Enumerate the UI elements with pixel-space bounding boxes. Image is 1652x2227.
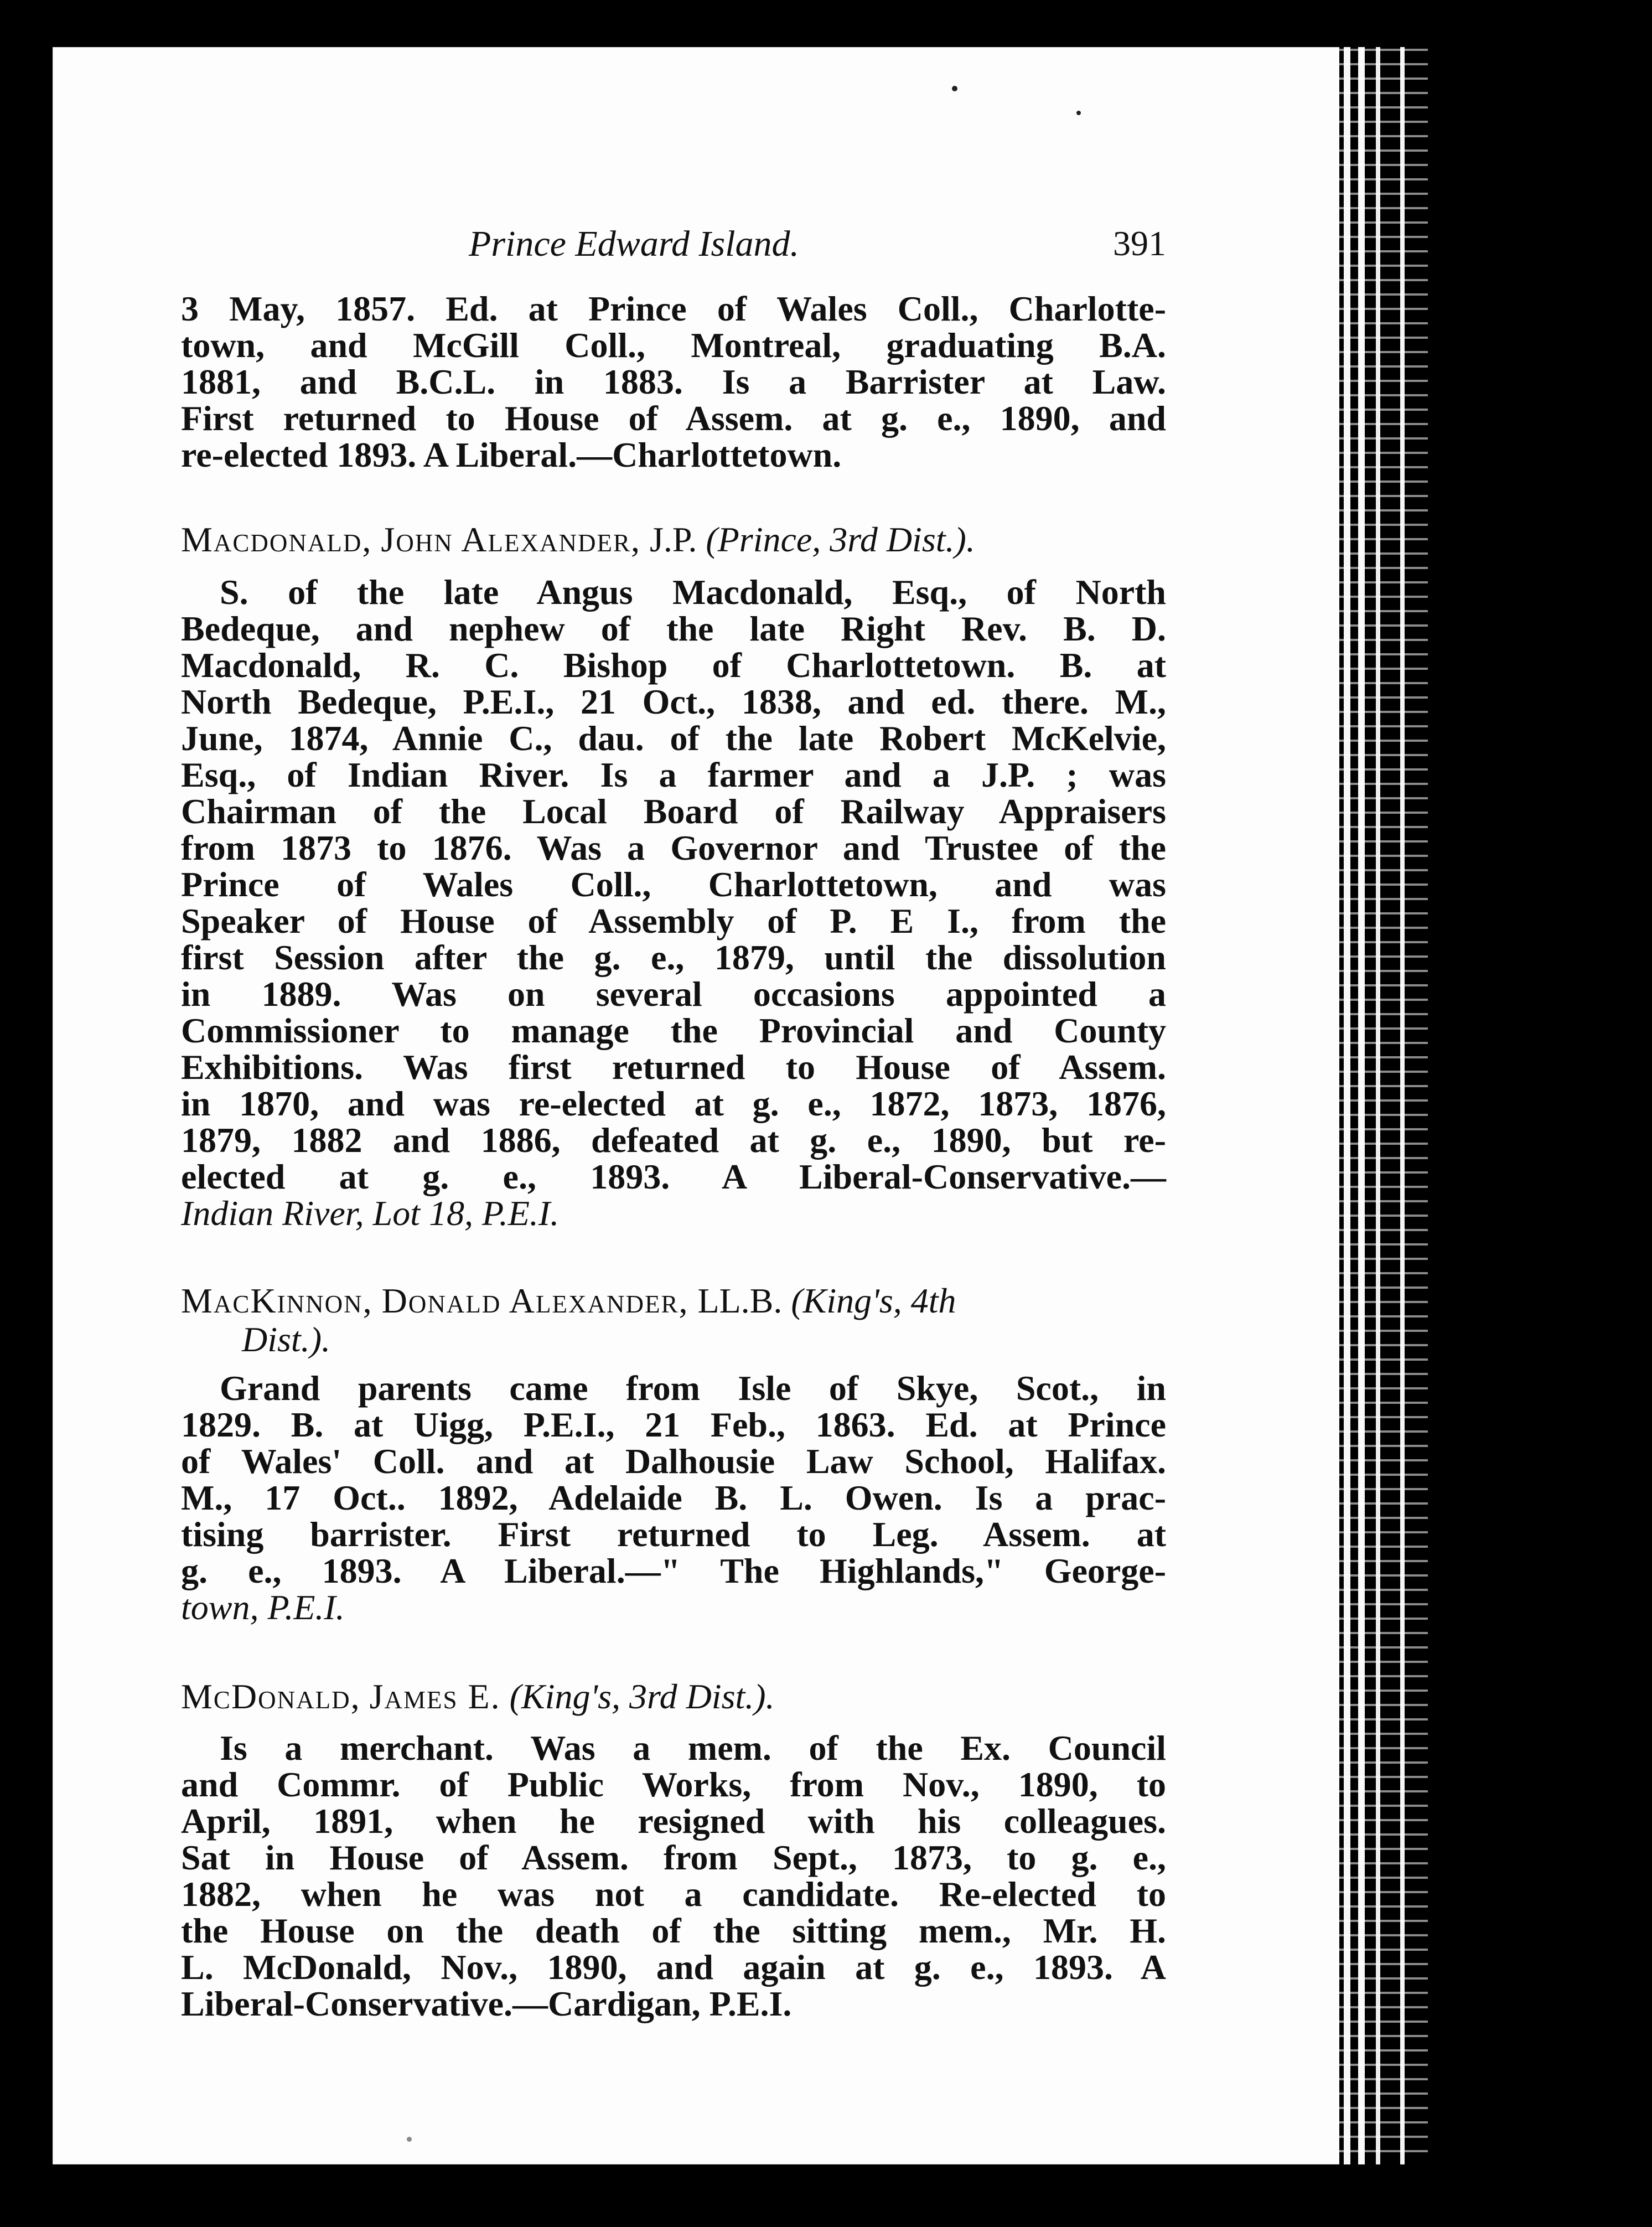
text-line: Bedeque, and nephew of the late Right Rev. B. D.: [181, 609, 1166, 648]
entry-district: (Prince, 3rd Dist.).: [706, 520, 975, 559]
entry-suffix: J.P.: [649, 520, 697, 559]
scan-speck: [952, 86, 957, 91]
text-line: L. McDonald, Nov., 1890, and again at g. e., 1893. A: [181, 1947, 1166, 1987]
page-gutter-edge: [1339, 47, 1539, 2164]
text-line: S. of the late Angus Macdonald, Esq., of North: [220, 572, 1166, 612]
entry-paragraph: [181, 1730, 1166, 2022]
text-line: Speaker of House of Assembly of P. E I., from the: [181, 901, 1166, 941]
text-line: from 1873 to 1876. Was a Governor and Trustee of the: [181, 828, 1166, 867]
text-line: June, 1874, Annie C., dau. of the late Robert McKelvie,: [181, 719, 1166, 758]
text-line: Sat in House of Assem. from Sept., 1873, to g. e.,: [181, 1838, 1166, 1877]
entry-suffix: LL.B.: [697, 1281, 783, 1320]
text-line: in 1870, and was re-elected at g. e., 1872, 1873, 1876,: [181, 1084, 1166, 1123]
text-line: tising barrister. First returned to Leg. Assem. at: [181, 1515, 1166, 1554]
text-line: Grand parents came from Isle of Skye, Scot., in: [220, 1368, 1166, 1408]
text-line: First returned to House of Assem. at g. e., 1890, and: [181, 399, 1166, 438]
entry-surname: Macdonald,: [181, 520, 372, 559]
entry-paragraph: [181, 1370, 1166, 1626]
text-line: Esq., of Indian River. Is a farmer and a J.P. ; was: [181, 755, 1166, 794]
text-line: and Commr. of Public Works, from Nov., 1890, to: [181, 1765, 1166, 1804]
text-line: Commissioner to manage the Provincial and County: [181, 1011, 1166, 1050]
scan-speck: [407, 2137, 412, 2142]
page-number: 391: [1113, 224, 1166, 263]
text-line: in 1889. Was on several occasions appointed a: [181, 974, 1166, 1014]
entry-surname: MacKinnon,: [181, 1281, 373, 1320]
running-head-title: Prince Edward Island.: [469, 224, 799, 264]
entry-given-names: Donald Alexander,: [381, 1281, 689, 1320]
text-line: elected at g. e., 1893. A Liberal-Conservative.—: [181, 1157, 1166, 1196]
entry-heading: [181, 1282, 1166, 1359]
text-line: town, P.E.I.: [181, 1588, 345, 1627]
entry-given-names: James E.: [369, 1677, 501, 1716]
text-line: Is a merchant. Was a mem. of the Ex. Council: [220, 1728, 1166, 1768]
entry-heading: [181, 520, 1166, 559]
text-line: g. e., 1893. A Liberal.—" The Highlands," George-: [181, 1551, 1166, 1590]
text-line: 1829. B. at Uigg, P.E.I., 21 Feb., 1863. Ed. at Prince: [181, 1405, 1166, 1444]
text-line: Indian River, Lot 18, P.E.I.: [181, 1193, 560, 1233]
text-line: April, 1891, when he resigned with his colleagues.: [181, 1801, 1166, 1841]
running-head: [181, 223, 1166, 267]
text-line: Exhibitions. Was first returned to House of Assem.: [181, 1047, 1166, 1087]
text-line: North Bedeque, P.E.I., 21 Oct., 1838, and ed. there. M.,: [181, 682, 1166, 721]
text-line: Macdonald, R. C. Bishop of Charlottetown. B. at: [181, 645, 1166, 685]
text-line: of Wales' Coll. and at Dalhousie Law School, Halifax.: [181, 1441, 1166, 1481]
entry-district-continued: Dist.).: [242, 1320, 330, 1359]
text-line: M., 17 Oct.. 1892, Adelaide B. L. Owen. Is a prac-: [181, 1478, 1166, 1517]
entry-paragraph: [181, 574, 1166, 1232]
book-page: [53, 47, 1364, 2164]
text-line: Prince of Wales Coll., Charlottetown, and was: [181, 865, 1166, 904]
text-line: Liberal-Conservative.—Cardigan, P.E.I.: [181, 1984, 792, 2023]
text-line: the House on the death of the sitting mem., Mr. H.: [181, 1911, 1166, 1950]
entry-surname: McDonald,: [181, 1677, 361, 1716]
entry-district: (King's, 3rd Dist.).: [509, 1677, 775, 1716]
text-line: 3 May, 1857. Ed. at Prince of Wales Coll., Charlotte-: [181, 289, 1166, 328]
text-line: re-elected 1893. A Liberal.—Charlottetown.: [181, 435, 842, 474]
continuation-paragraph: [181, 291, 1166, 473]
entry-heading: [181, 1677, 1166, 1716]
text-line: 1879, 1882 and 1886, defeated at g. e., 1890, but re-: [181, 1120, 1166, 1160]
text-line: Chairman of the Local Board of Railway Appraisers: [181, 792, 1166, 831]
text-line: 1882, when he was not a candidate. Re-elected to: [181, 1874, 1166, 1914]
scan-speck: [1076, 111, 1081, 115]
entry-given-names: John Alexander,: [381, 520, 641, 559]
entry-district: (King's, 4th: [791, 1281, 956, 1320]
text-line: town, and McGill Coll., Montreal, graduating B.A.: [181, 325, 1166, 365]
text-line: 1881, and B.C.L. in 1883. Is a Barrister at Law.: [181, 362, 1166, 401]
text-line: first Session after the g. e., 1879, until the dissolution: [181, 938, 1166, 977]
